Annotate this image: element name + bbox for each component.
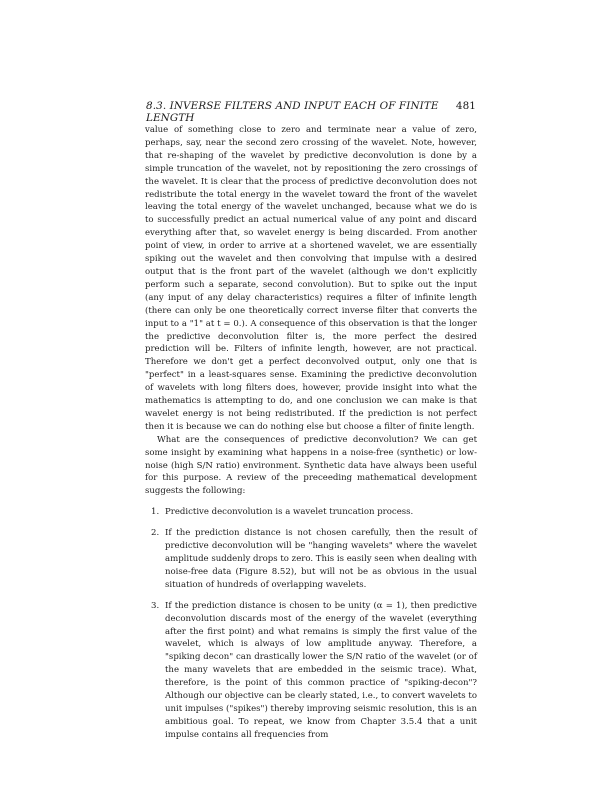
list-item-number: 2. xyxy=(151,528,160,539)
list-item-text: If the prediction distance is not chosen carefully, then the result of predictive deconvolution will be "hanging wavelets" where the wavelet amplitude suddenly drops to zero. This is easily seen when dealing with noise-free data (Figure 8.52), but will not be as obvious in the usual situation of hundreds of overlapping wavelets. xyxy=(165,528,477,590)
list-item xyxy=(145,527,477,592)
body-paragraph: What are the consequences of predictive deconvolution? We can get some insight by examining what happens in a noise-free (synthetic) or low-noise (high S/N ratio) environment. Synthetic data have always been useful for this purpose. A review of the preceeding mathematical development suggests the following: xyxy=(145,434,477,497)
section-title: 8.3. INVERSE FILTERS AND INPUT EACH OF FINITE LENGTH xyxy=(146,100,439,124)
list-item-text: Predictive deconvolution is a wavelet truncation process. xyxy=(165,507,414,518)
list-item xyxy=(145,600,477,742)
page-body xyxy=(145,124,477,750)
list-item-number: 3. xyxy=(151,600,160,611)
numbered-list xyxy=(145,506,477,741)
list-item-number: 1. xyxy=(151,507,160,518)
page-number: 481 xyxy=(455,100,476,112)
body-paragraph: value of something close to zero and terminate near a value of zero, perhaps, say, near the second zero crossing of the wavelet. Note, however, that re-shaping of the wavelet by predictive deconvolution is done by a simple truncation of the wavelet, not by repositioning the zero crossings of the wavelet. It is clear that the process of predictive deconvolution does not redistribute the total energy in the wavelet toward the front of the wavelet leaving the total energy of the wavelet unchanged, because what we do is to successfully predict an actual numerical value of any point and discard everything after that, so wavelet energy is being discarded. From another point of view, in order to arrive at a shortened wavelet, we are essentially spiking out the wavelet and then convolving that impulse with a desired output that is the front part of the wavelet (although we don't explicitly perform such a separate, second convolution). But to spike out the input (any input of any delay characteristics) requires a filter of infinite length (there can only be one theoretically correct inverse filter that converts the input to a "1" at t = 0.). A consequence of this observation is that the longer the predictive deconvolution filter is, the more perfect the desired prediction will be. Filters of infinite length, however, are not practical. Therefore we don't get a perfect deconvolved output, only one that is "perfect" in a least-squares sense. Examining the predictive deconvolution of wavelets with long filters does, however, provide insight into what the mathematics is attempting to do, and one conclusion we can make is that wavelet energy is not being redistributed. If the prediction is not perfect then it is because we can do nothing else but choose a filter of finite length. xyxy=(145,125,477,432)
list-item-text: If the prediction distance is chosen to be unity (α = 1), then predictive deconvolution discards most of the energy of the wavelet (everything after the first point) and what remains is simply the first value of the wavelet, which is always of low amplitude anyway. Therefore, a "spiking decon" can drastically lower the S/N ratio of the wavelet (or of the many wavelets that are embedded in the seismic trace). What, therefore, is the point of this common practice of "spiking-decon"? Although our objective can be clearly stated, i.e., to convert wavelets to unit impulses ("spikes") thereby improving seismic resolution, this is an ambitious goal. To repeat, we know from Chapter 3.5.4 that a unit impulse contains all frequencies from xyxy=(165,600,477,740)
running-header xyxy=(146,100,476,124)
list-item xyxy=(145,506,477,519)
